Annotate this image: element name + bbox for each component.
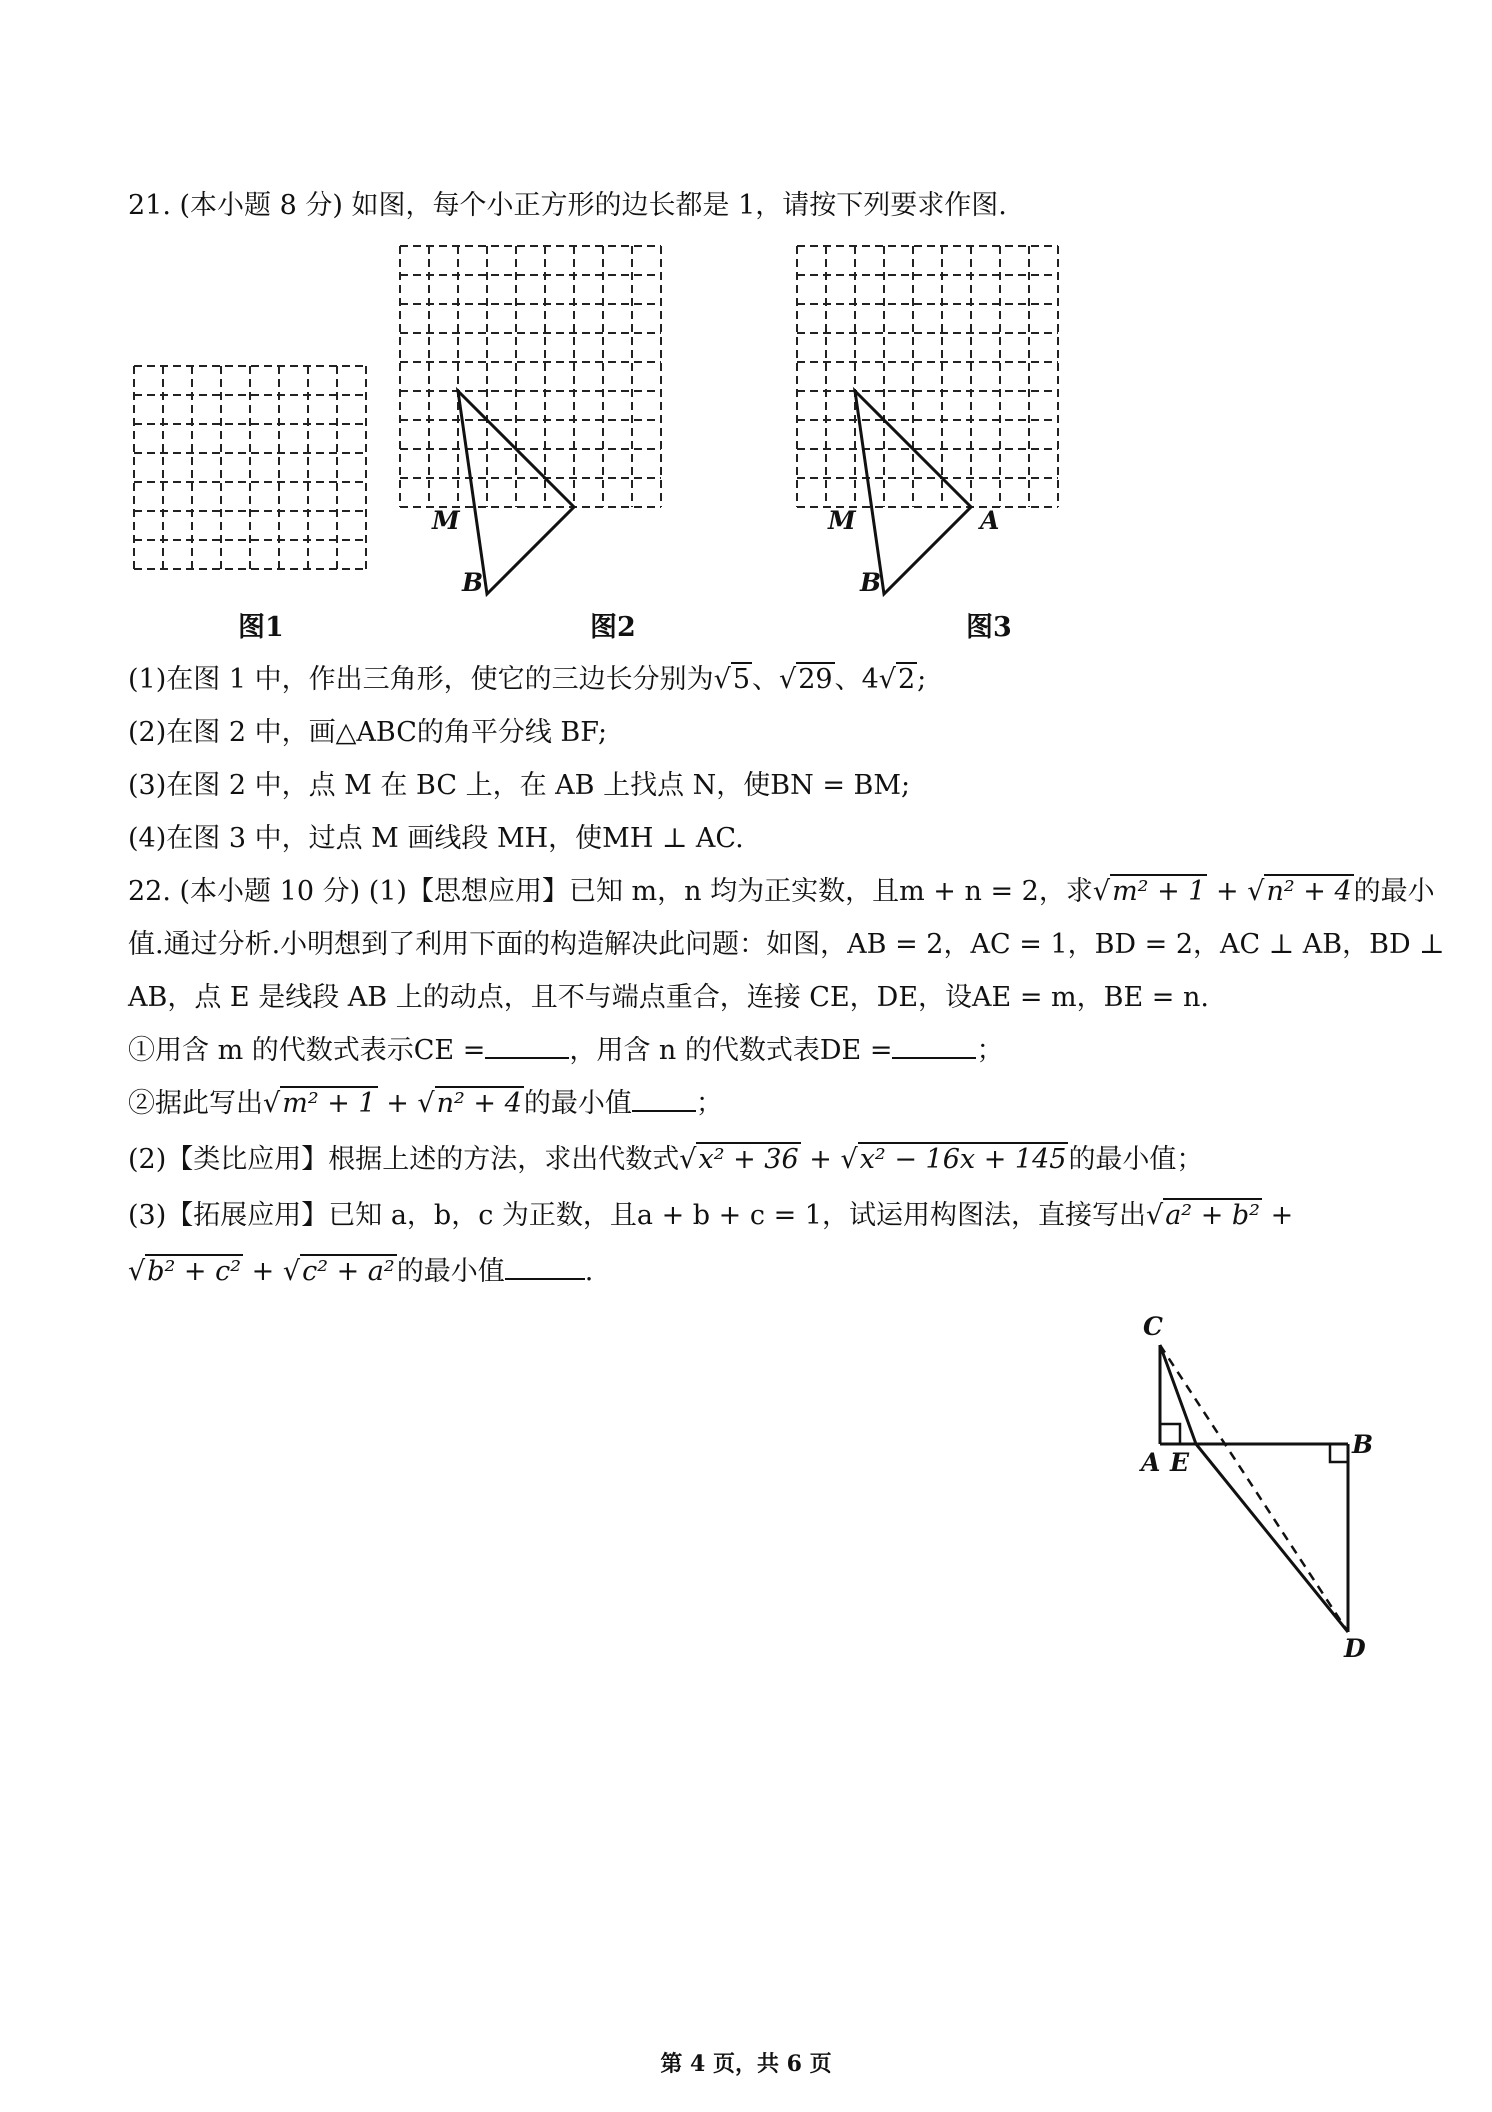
diagram-label-A: A (1141, 1448, 1161, 1477)
right-angle-b (1330, 1444, 1348, 1462)
q22-line-2: 值.通过分析.小明想到了利用下面的构造解决此问题：如图，AB = 2，AC = 1，BD = 2，AC ⊥ AB，BD ⊥ (128, 929, 1445, 960)
fig3-label: 图3 (966, 612, 1012, 643)
diagram-label-E: E (1170, 1448, 1190, 1477)
q21-item-3: (3)在图 2 中，点 M 在 BC 上，在 AB 上找点 N，使BN = BM; (128, 770, 911, 801)
right-angle-a (1160, 1424, 1180, 1444)
fig1-label: 图1 (238, 612, 284, 643)
fig2-label-B: B (462, 568, 484, 597)
fig2-label: 图2 (590, 612, 636, 643)
q21-item-1: (1)在图 1 中，作出三角形，使它的三边长分别为√5、√29、4√2; (128, 664, 927, 695)
diagram-label-B: B (1352, 1430, 1374, 1459)
fig3-label-M: M (828, 506, 856, 535)
q21-item-2: (2)在图 2 中，画△ABC的角平分线 BF; (128, 717, 608, 748)
fig2-label-M: M (432, 506, 460, 535)
q22-line-5: ②据此写出√m² + 1 + √n² + 4的最小值 ； (128, 1088, 723, 1119)
q22-line-3: AB，点 E 是线段 AB 上的动点，且不与端点重合，连接 CE，DE，设AE = m，BE = n. (128, 982, 1209, 1013)
segment-ce (1160, 1345, 1196, 1444)
diagram-label-D: D (1344, 1634, 1366, 1663)
fig3-label-B: B (860, 568, 882, 597)
q22-line-7: (3)【拓展应用】已知 a，b，c 为正数，且a + b + c = 1，试运用构图法，直接写出√a² + b² + (128, 1200, 1294, 1231)
segment-cd-dashed (1160, 1345, 1348, 1632)
q21-item-4: (4)在图 3 中，过点 M 画线段 MH，使MH ⊥ AC. (128, 823, 744, 854)
page-footer: 第 4 页，共 6 页 (660, 2051, 832, 2077)
q22-line-1: 22. (本小题 10 分) (1)【思想应用】已知 m，n 均为正实数，且m + n = 2，求√m² + 1 + √n² + 4的最小 (128, 876, 1435, 907)
q22-line-8: √b² + c² + √c² + a²的最小值 . (128, 1256, 594, 1287)
q21-header: 21. (本小题 8 分) 如图，每个小正方形的边长都是 1，请按下列要求作图. (128, 190, 1007, 221)
q22-line-6: (2)【类比应用】根据上述的方法，求出代数式√x² + 36 + √x² − 16x + 145的最小值； (128, 1144, 1204, 1175)
diagram-label-C: C (1143, 1312, 1163, 1341)
q22-line-4: ①用含 m 的代数式表示CE = ，用含 n 的代数式表DE = ； (128, 1035, 1004, 1066)
segment-ed (1196, 1444, 1348, 1632)
fig3-label-A: A (980, 506, 1000, 535)
